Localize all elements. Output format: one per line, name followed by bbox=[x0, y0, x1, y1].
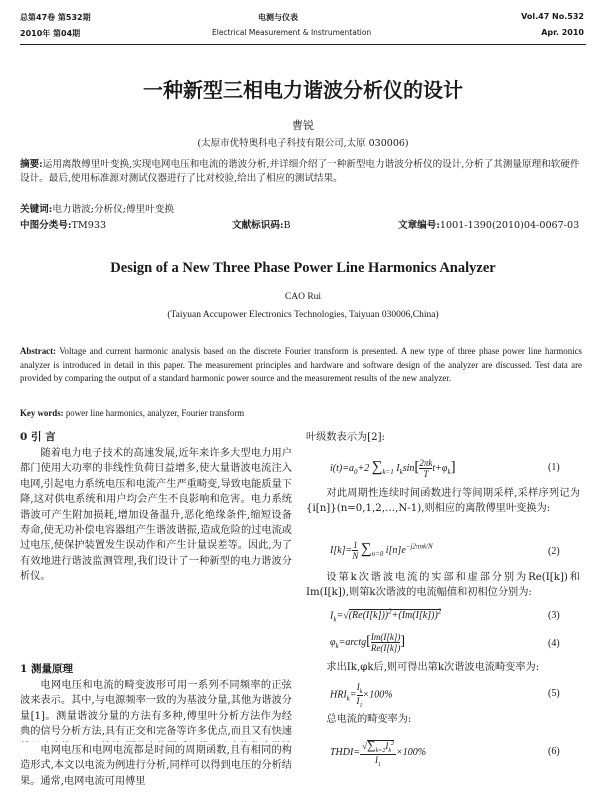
clc bbox=[20, 218, 106, 233]
keywords-cn-text: 电力谐波;分析仪;傅里叶变换 bbox=[52, 204, 174, 215]
author-en: CAO Rui bbox=[284, 292, 322, 302]
abstract-en-label: Abstract: bbox=[20, 346, 56, 356]
clc-value: TM933 bbox=[71, 220, 107, 231]
abstract-en-text: Voltage and current harmonic analysis based on the discrete Fourier transform is presented. A new type of three phase power line harmonics analyzer is introduced in detail in this paper. The measurement principles and hardware and software design of the analyzer are discussed. Test data are provided by comparing the output of a standard harmonic power source and the measurement results of the new analyzer. bbox=[20, 346, 582, 384]
equation-5-number: (5) bbox=[548, 688, 560, 699]
clc-label: 中图分类号: bbox=[20, 220, 72, 231]
header-volume-en: Vol.47 No.532 bbox=[521, 12, 584, 21]
equation-2-number: (2) bbox=[548, 546, 560, 557]
keywords-en-label: Key words: bbox=[20, 408, 64, 418]
doc-code-label: 文献标识码: bbox=[232, 220, 284, 231]
article-no-label: 文章编号: bbox=[398, 220, 440, 231]
keywords-cn-label: 关键词: bbox=[20, 204, 53, 215]
doc-code bbox=[232, 218, 291, 233]
affiliation-en: (Taiyuan Accupower Electronics Technologies, Taiyuan 030006,China) bbox=[167, 310, 439, 320]
equation-1-number: (1) bbox=[548, 462, 560, 473]
equation-4-number: (4) bbox=[548, 638, 560, 649]
affiliation-cn: (太原市优特奥科电子科技有限公司,太原 030006) bbox=[197, 138, 409, 149]
right-p2: 设第k次谐波电流的实部和虚部分别为Re(I[k])和Im(I[k]),则第k次谐波的电流幅值和初相位分别为: bbox=[306, 572, 580, 599]
header-journal-cn: 电测与仪表 bbox=[258, 13, 298, 22]
header-volume-cn: 总第47卷 第532期 bbox=[20, 13, 91, 22]
right-p3: 求出Ik,φk后,则可得出第k次谐波电流畸变率为: bbox=[326, 662, 540, 673]
abstract-cn-text: 运用离散傅里叶变换,实现电网电压和电流的谐波分析,并详细介绍了一种新型电力谐波分析仪的设计,分析了其测量原理和软硬件设计。最后,使用标准源对测试仪器进行了比对校验,给出了相应的测试结果。 bbox=[20, 159, 580, 185]
section-0-text: 随着电力电子技术的高速发展,近年来许多大型电力用户都门使用大功率的非线性负荷日益增多,使大量谐波电流注入电网,引起电力系统电压和电流产生严重畸变,导致电能质量下降,这对供电系统和用户均会产生不良影响和危害。电力系统谐波可产生附加损耗,增加设备温升,恶化绝缘条件,缩短设备寿命,使无功补偿电容器组产生谐波谐振,造成危险的过电流或过电压,使保护装置发生误动作和产生计量误差等。因此,为了有效地进行谐波监测管理,我们设计了一种新型的电力谐波分析仪。 bbox=[20, 448, 292, 583]
equation-6: THDI= $\frac{√\sum_{k=2}I_k^2}{I_1}$ ×100% bbox=[330, 738, 427, 768]
doc-code-value: B bbox=[283, 220, 291, 231]
abstract-cn-label: 摘要: bbox=[20, 159, 43, 170]
header-rule bbox=[20, 44, 586, 45]
header-journal-en: Electrical Measurement & Instrumentation bbox=[212, 28, 372, 37]
equation-3-number: (3) bbox=[548, 610, 560, 621]
keywords-en-text: power line harmonics, analyzer, Fourier transform bbox=[65, 408, 245, 418]
author-cn: 曹锐 bbox=[292, 119, 314, 132]
abstract-cn bbox=[20, 158, 582, 186]
equation-3: $I_k=√(Re(I[k]))^2+(Im(I[k]))^2$ bbox=[330, 608, 442, 624]
article-no bbox=[398, 218, 579, 233]
section-0-title: 0 引 言 bbox=[20, 431, 56, 443]
section-1-p2: 电网电压和电网电流都是时间的周期函数,且有相同的构造形式,本文以电流为例进行分析,同样可以得到电压的分析结果。通常,电网电流可用傅里 bbox=[20, 745, 292, 787]
header-date-en: Apr. 2010 bbox=[541, 28, 584, 37]
section-1-title: 1 测量原理 bbox=[20, 663, 73, 675]
title-en: Design of a New Three Phase Power Line Harmonics Analyzer bbox=[110, 260, 496, 276]
equation-5: $HRI_k=$ $\frac{I_k}{I_1}$ ×100% bbox=[330, 682, 393, 709]
keywords-en bbox=[20, 407, 582, 421]
title-cn: 一种新型三相电力谐波分析仪的设计 bbox=[143, 78, 463, 102]
header-issue-cn: 2010年 第04期 bbox=[20, 29, 81, 38]
abstract-en bbox=[20, 345, 582, 386]
article-no-value: 1001-1390(2010)04-0067-03 bbox=[439, 220, 580, 231]
equation-1: $i(t)=a_0+2$ $\sum_{k=1}$ $I_k\sin$[ $\frac{2\pi k}{T}$ $t+\varphi_k$] bbox=[330, 458, 456, 479]
right-p1: 对此周期性连续时间函数进行等间期采样,采样序列记为{i[n]}(n=0,1,2,…,N-1),则相应的离散傅里叶变换为: bbox=[306, 488, 580, 515]
equation-2: I[k]= $\frac{1}{N}$ $\sum_{n=0}$ $i[n]e^{-j2\pi nk/N}$ bbox=[330, 540, 433, 561]
equation-6-number: (6) bbox=[548, 746, 560, 757]
equation-4: $\varphi_k=arctg$[ $\frac{Im(I[k])}{Re(I[k])}$ ] bbox=[330, 632, 405, 653]
right-intro: 叶级数表示为[2]: bbox=[306, 432, 385, 443]
right-p4: 总电流的畸变率为: bbox=[326, 714, 412, 725]
keywords-cn bbox=[20, 202, 582, 217]
section-1-p1: 电网电压和电流的畸变波形可用一系列不同频率的正弦波来表示。其中,与电源频率一致的为基波分量,其他为谐波分量[1]。测量谐波分量的方法有多种,傅里叶分析方法作为经典的信号分析方法,具有正交和完备等许多优点,而且又有快速 bbox=[20, 680, 292, 738]
